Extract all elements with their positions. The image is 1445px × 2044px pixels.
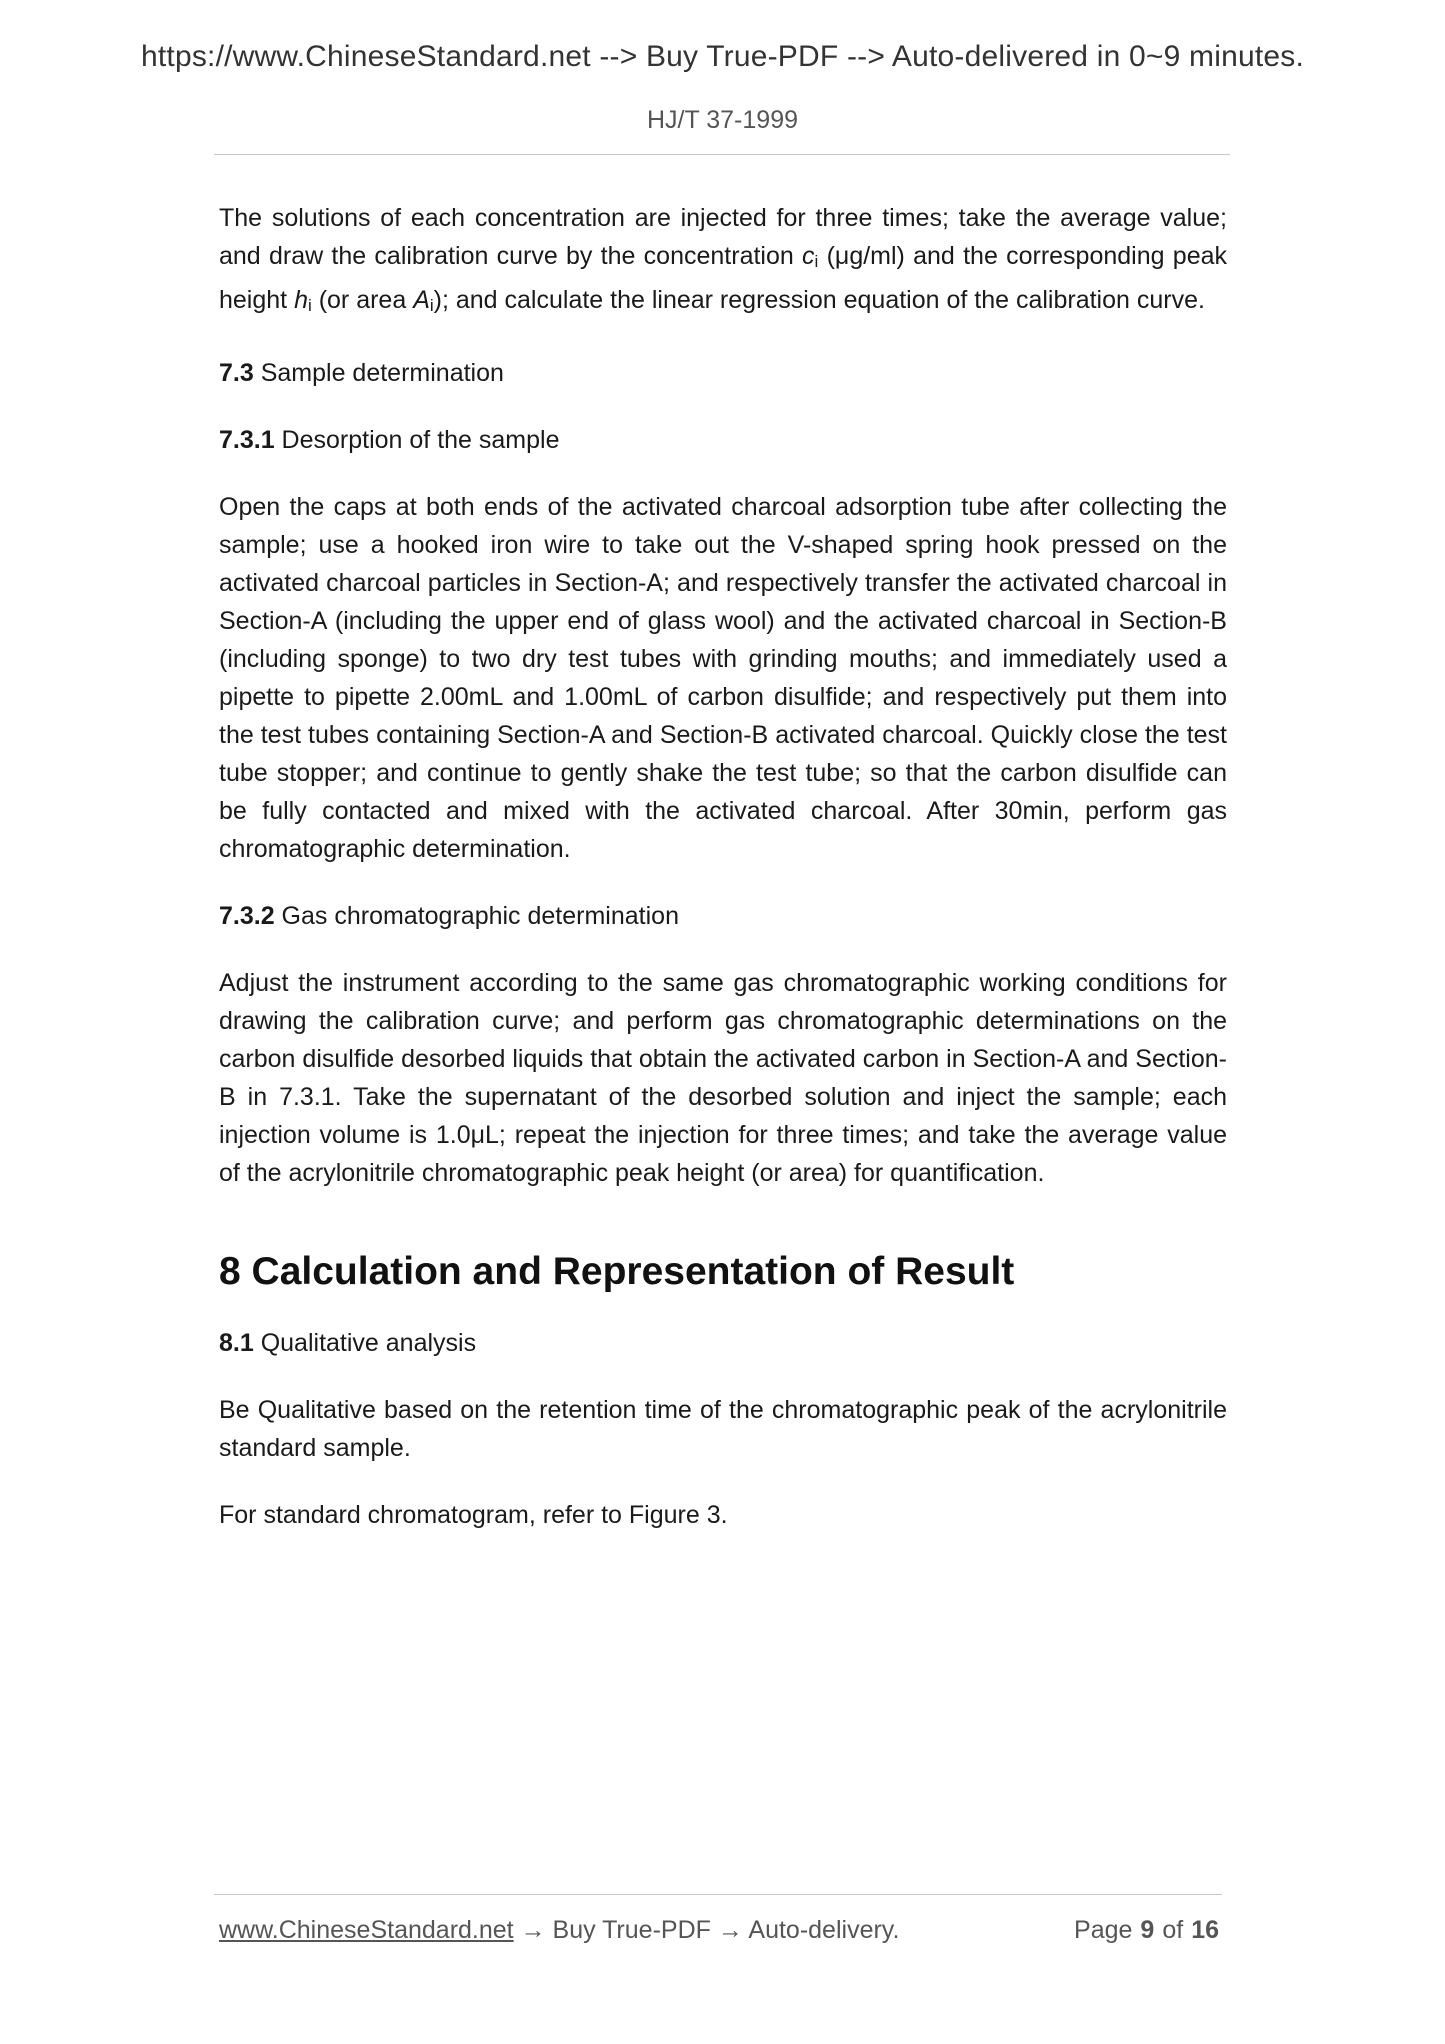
text-run: (or area [311,286,414,314]
page-content [219,199,1227,1534]
footer-left [219,1916,899,1945]
section-number: 7.3.2 [219,902,275,930]
section-heading-7-3-2 [219,897,1227,935]
page-footer [219,1916,1227,1950]
paragraph-qualitative: Be Qualitative based on the retention time of the chromatographic peak of the acrylonitrile standard sample. [219,1396,1227,1462]
total-pages: 16 [1191,1916,1219,1944]
current-page: 9 [1140,1916,1155,1944]
paragraph-gc-determination: Adjust the instrument according to the same gas chromatographic working conditions for drawing the calibration curve; and perform gas chromatographic determinations on the carbon disulfide desorbed liquids that obtain the activated carbon in Section-A and Section-B in 7.3.1. Take the supernatant of the desorbed solution and inject the sample; each injection volume is 1.0μL; repeat the injection for three times; and take the average value of the acrylonitrile chromatographic peak height (or area) for quantification. [219,969,1227,1187]
page-label: Page [1074,1916,1133,1944]
page-number [1074,1916,1227,1945]
header-divider [214,154,1230,155]
section-heading-7-3 [219,354,1227,392]
text-run: The solutions of each concentration are injected for three times; take the average value; and draw the calibration curve by the concentration [219,204,1227,270]
section-number: 7.3 [219,359,254,387]
symbol-h: h [294,286,308,314]
subscript-i: i [429,296,434,315]
section-number: 7.3.1 [219,426,275,454]
text-run: (μg/ml) and the corresponding peak height [219,242,1228,314]
section-title: Desorption of the sample [274,426,560,454]
paragraph-chromatogram-reference: For standard chromatogram, refer to Figure 3. [219,1501,728,1529]
footer-divider [214,1894,1222,1895]
text-run: ); and calculate the linear regression equation of the calibration curve. [433,286,1205,314]
section-title: Qualitative analysis [253,1329,477,1357]
symbol-c: c [802,242,815,270]
paragraph-desorption: Open the caps at both ends of the activated charcoal adsorption tube after collecting the sample; use a hooked iron wire to take out the V-shaped spring hook pressed on the activated charcoal particles in Section-A; and respectively transfer the activated charcoal in Section-A (including the upper end of glass wool) and the activated charcoal in Section-B (including sponge) to two dry test tubes with grinding mouths; and immediately used a pipette to pipette 2.00mL and 1.00mL of carbon disulfide; and respectively put them into the test tubes containing Section-A and Section-B activated charcoal. Quickly close the test tube stopper; and continue to gently shake the test tube; so that the carbon disulfide can be fully contacted and mixed with the activated charcoal. After 30min, perform gas chromatographic determination. [219,493,1227,863]
document-code: HJ/T 37-1999 [646,106,798,134]
of-label: of [1162,1916,1184,1944]
section-heading-7-3-1 [219,421,1227,459]
footer-tagline: → Buy True-PDF → Auto-delivery. [513,1916,900,1944]
symbol-a: A [413,286,430,314]
header-banner: https://www.ChineseStandard.net --> Buy True-PDF --> Auto-delivered in 0~9 minutes. [141,40,1304,73]
section-number: 8.1 [219,1329,254,1357]
paragraph-calibration [219,199,1227,325]
section-title: Gas chromatographic determination [274,902,679,930]
website-link[interactable]: www.ChineseStandard.net [219,1916,514,1944]
section-title: Sample determination [253,359,504,387]
section-heading-8-1 [219,1324,1227,1362]
subscript-i: i [307,296,312,315]
subscript-i: i [814,252,819,271]
chapter-heading-8: 8 Calculation and Representation of Result [219,1250,1015,1293]
